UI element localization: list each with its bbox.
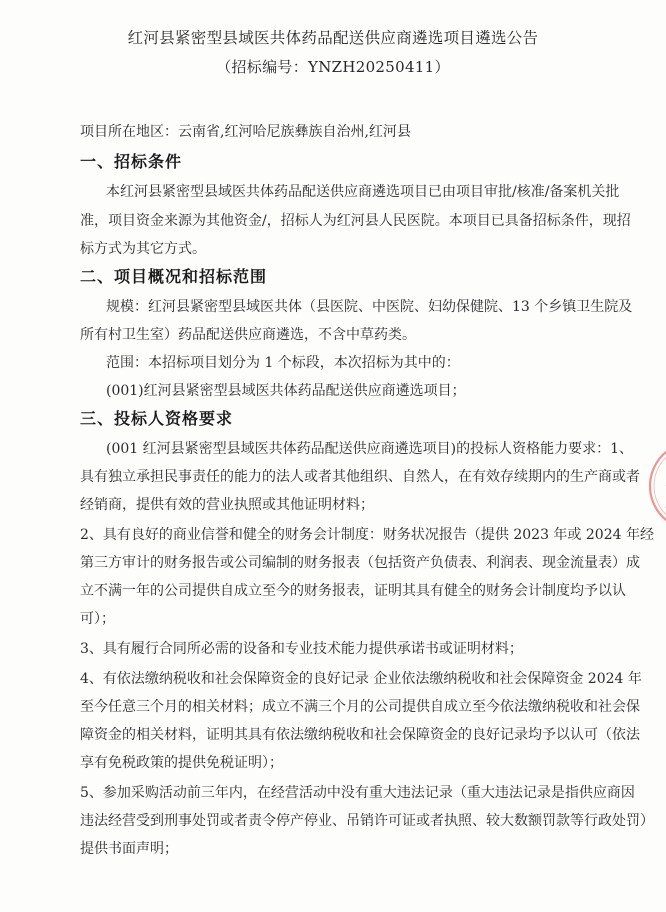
paragraph-line: 享有免税政策的提供免税证明）；: [80, 755, 283, 771]
paragraph-line: 5、参加采购活动前三年内，在经营活动中没有重大违法记录（重大违法记录是指供应商因: [80, 785, 635, 801]
region-value: 云南省,红河哈尼族彝族自治州,红河县: [178, 124, 411, 140]
bid-number: （招标编号：YNZH20250411）: [216, 58, 450, 76]
section-heading-project-overview: 二、项目概况和招标范围: [80, 267, 268, 286]
paragraph-line: 2、具有良好的商业信誉和健全的财务会计制度：财务状况报告（提供 2023 年或 2024 年经: [80, 527, 654, 543]
paragraph-line: 立不满一年的公司提供自成立至今的财务报表，证明其具有健全的财务会计制度均予以认: [80, 583, 626, 599]
project-region: [80, 121, 411, 141]
paragraph-line: 3、具有履行合同所必需的设备和专业技术能力提供承诺书或证明材料；: [80, 641, 523, 657]
paragraph-line: 范围：本招标项目划分为 1 个标段，本次招标为其中的：: [106, 355, 460, 371]
paragraph-line: 违法经营受到刑事处罚或者责令停产停业、吊销许可证或者执照、较大数额罚款等行政处罚）: [80, 813, 654, 829]
paragraph-line: (001 红河县紧密型县域医共体药品配送供应商遴选项目)的投标人资格能力要求：1、: [106, 441, 634, 457]
document-title: 红河县紧密型县域医共体药品配送供应商遴选项目遴选公告: [127, 29, 539, 47]
section-heading-bidding-conditions: 一、招标条件: [80, 152, 183, 171]
paragraph-line: (001)红河县紧密型县域医共体药品配送供应商遴选项目；: [106, 383, 466, 399]
paragraph-line: 4、有依法缴纳税收和社会保障资金的良好记录 企业依法缴纳税收和社会保障资金 2024 年: [80, 671, 642, 687]
paragraph-line: 所有村卫生室）药品配送供应商遴选，不含中草药类。: [80, 327, 416, 343]
paragraph-line: 障资金的相关材料，证明其具有依法缴纳税收和社会保障资金的良好记录均予以认可（依法: [80, 727, 640, 743]
paragraph-line: 提供书面声明；: [80, 841, 178, 857]
paragraph-line: 标方式为其它方式。: [80, 241, 206, 257]
region-label: 项目所在地区：: [80, 124, 178, 140]
section-heading-bidder-qualifications: 三、投标人资格要求: [80, 409, 234, 428]
paragraph-line: 规模：红河县紧密型县域医共体（县医院、中医院、妇幼保健院、13 个乡镇卫生院及: [106, 299, 633, 315]
paragraph-line: 可）；: [80, 611, 115, 627]
paragraph-line: 本红河县紧密型县域医共体药品配送供应商遴选项目已由项目审批/核准/备案机关批: [106, 184, 620, 200]
paragraph-line: 准，项目资金来源为其他资金/，招标人为红河县人民医院。本项目已具备招标条件，现招: [80, 213, 631, 229]
paragraph-line: 第三方审计的财务报告或公司编制的财务报表（包括资产负债表、利润表、现金流量表）成: [80, 555, 640, 571]
paragraph-line: 经销商，提供有效的营业执照或其他证明材料；: [80, 497, 374, 513]
paragraph-line: 具有独立承担民事责任的能力的法人或者其他组织、自然人，在有效存续期内的生产商或者: [80, 469, 640, 485]
paragraph-line: 至今任意三个月的相关材料；成立不满三个月的公司提供自成立至今依法缴纳税收和社会保: [80, 699, 640, 715]
red-seal-stamp: [646, 436, 666, 536]
